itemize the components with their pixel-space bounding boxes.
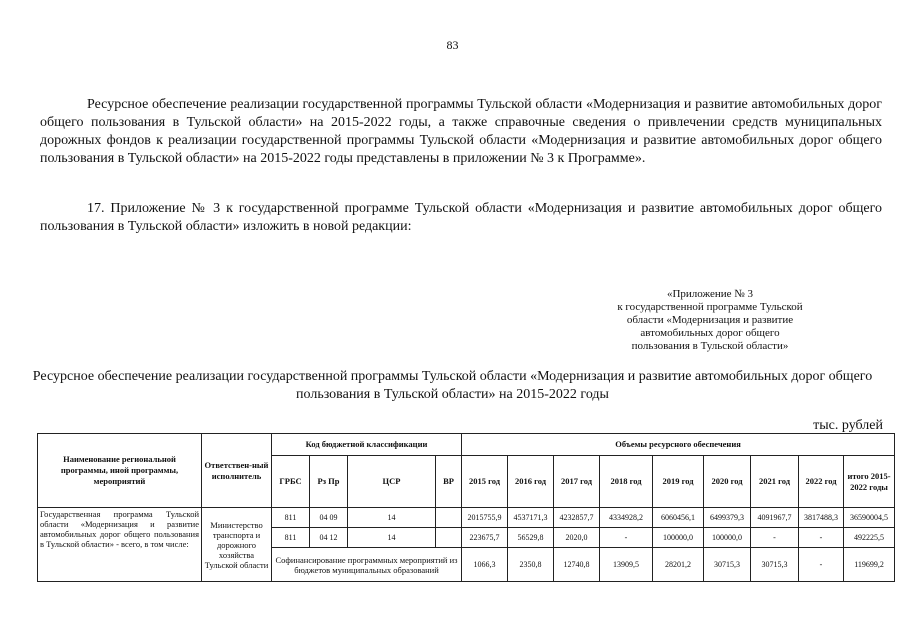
value-cell: 4232857,7 <box>554 508 600 528</box>
header-year-2015: 2015 год <box>462 456 508 508</box>
header-year-2016: 2016 год <box>508 456 554 508</box>
intro-paragraph-text: Ресурсное обеспечение реализации государственной программы Тульской области «Модернизация и развитие автомобильных дорог общего пользования в Тульской области» на 2015-2022 годы, а также справочные сведения о привлечении средств муниципальных дорожных фондов к реализации государственной программы Тульской области «Модернизация и развитие автомобильных дорог общего пользования в Тульской области» на 2015-2022 годы представлены в приложении № 3 к Программе». <box>40 97 882 166</box>
header-rzpr: Рз Пр <box>310 456 348 508</box>
value-cell: 6499379,3 <box>704 508 751 528</box>
vr-cell <box>436 528 462 548</box>
value-cell: 4334928,2 <box>600 508 653 528</box>
header-year-2017: 2017 год <box>554 456 600 508</box>
page-number: 83 <box>446 38 459 52</box>
value-cell: 4091967,7 <box>751 508 799 528</box>
header-row-1 <box>38 434 895 456</box>
executor-cell: Министерство транспорта и дорожного хозяйства Тульской области <box>202 508 272 582</box>
value-cell: 30715,3 <box>751 548 799 582</box>
value-cell: 28201,2 <box>653 548 704 582</box>
value-cell: 100000,0 <box>653 528 704 548</box>
value-cell: - <box>751 528 799 548</box>
header-year-2019: 2019 год <box>653 456 704 508</box>
units-label: тыс. рублей <box>813 418 883 433</box>
header-grbs: ГРБС <box>272 456 310 508</box>
vr-cell <box>436 508 462 528</box>
header-year-2021: 2021 год <box>751 456 799 508</box>
value-cell: 100000,0 <box>704 528 751 548</box>
header-year-2020: 2020 год <box>704 456 751 508</box>
grbs-cell: 811 <box>272 528 310 548</box>
value-cell: 1066,3 <box>462 548 508 582</box>
appendix-line-4: автомобильных дорог общего <box>640 327 780 339</box>
value-cell: 2350,8 <box>508 548 554 582</box>
rzpr-cell: 04 12 <box>310 528 348 548</box>
value-cell: 2020,0 <box>554 528 600 548</box>
header-volumes: Объемы ресурсного обеспечения <box>462 434 895 456</box>
value-cell: 6060456,1 <box>653 508 704 528</box>
value-cell: 119699,2 <box>844 548 895 582</box>
csr-cell: 14 <box>348 508 436 528</box>
appendix-line-5: пользования в Тульской области» <box>631 340 789 352</box>
value-cell: 3817488,3 <box>799 508 844 528</box>
appendix-line-3: области «Модернизация и развитие <box>626 314 794 326</box>
table-title: Ресурсное обеспечение реализации государственной программы Тульской области «Модернизация и развитие автомобильных дорог общего пользования в Тульской области» на 2015-2022 годы <box>32 369 873 402</box>
amendment-paragraph-text: 17. Приложение № 3 к государственной программе Тульской области «Модернизация и развитие автомобильных дорог общего пользования в Тульской области» изложить в новой редакции: <box>40 201 882 234</box>
value-cell: 4537171,3 <box>508 508 554 528</box>
header-executor: Ответствен-ный исполнитель <box>202 434 272 508</box>
appendix-line-2: к государственной программе Тульской <box>617 301 803 313</box>
value-cell: 2015755,9 <box>462 508 508 528</box>
appendix-header <box>580 288 840 353</box>
header-csr: ЦСР <box>348 456 436 508</box>
amendment-paragraph <box>40 200 882 236</box>
header-vr: ВР <box>436 456 462 508</box>
grbs-cell: 811 <box>272 508 310 528</box>
value-cell: 12740,8 <box>554 548 600 582</box>
resource-table <box>37 433 895 582</box>
appendix-line-1: «Приложение № 3 <box>666 288 754 300</box>
header-budget-code: Код бюджетной классификации <box>272 434 462 456</box>
value-cell: 13909,5 <box>600 548 653 582</box>
program-name-cell: Государственная программа Тульской области «Модернизация и развитие автомобильных дорог общего пользования в Тульской области» - всего, в том числе: <box>38 508 202 582</box>
intro-paragraph <box>40 96 882 168</box>
header-program-name: Наименование региональной программы, иной программы, мероприятий <box>38 434 202 508</box>
csr-cell: 14 <box>348 528 436 548</box>
value-cell: 223675,7 <box>462 528 508 548</box>
value-cell: - <box>600 528 653 548</box>
cofinancing-cell: Софинансирование программных мероприятий из бюджетов муниципальных образований <box>272 548 462 582</box>
value-cell: 30715,3 <box>704 548 751 582</box>
value-cell: 56529,8 <box>508 528 554 548</box>
value-cell: - <box>799 528 844 548</box>
rzpr-cell: 04 09 <box>310 508 348 528</box>
value-cell: 492225,5 <box>844 528 895 548</box>
table-row <box>38 508 895 528</box>
value-cell: - <box>799 548 844 582</box>
header-year-2018: 2018 год <box>600 456 653 508</box>
header-year-2022: 2022 год <box>799 456 844 508</box>
value-cell: 36590004,5 <box>844 508 895 528</box>
header-total: итого 2015-2022 годы <box>844 456 895 508</box>
